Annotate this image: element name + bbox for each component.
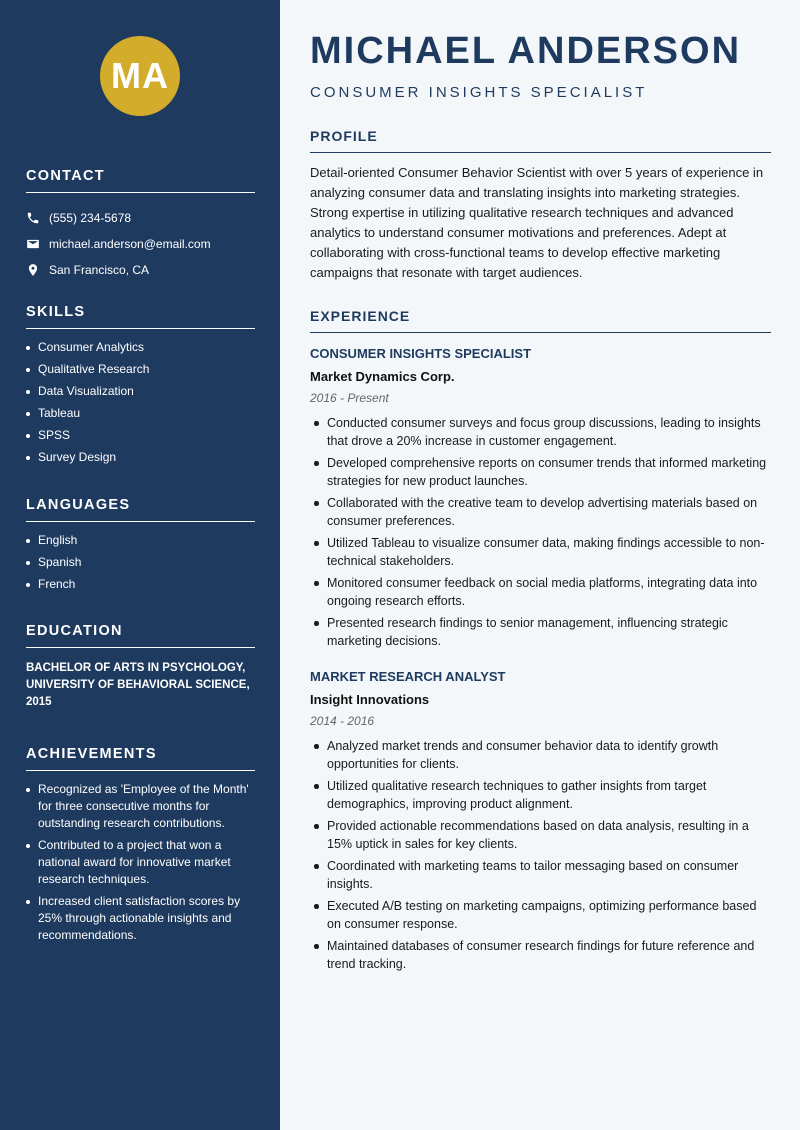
achievement-item: Contributed to a project that won a national award for innovative market research techniques. <box>38 837 255 888</box>
job-dates: 2016 - Present <box>310 391 389 405</box>
languages-list <box>26 532 255 593</box>
language-item: French <box>38 576 255 593</box>
education-section <box>26 623 255 711</box>
location-text: San Francisco, CA <box>49 263 150 277</box>
candidate-name: MICHAEL ANDERSON <box>310 30 742 72</box>
job-bullet: Monitored consumer feedback on social media platforms, integrating data into ongoing research efforts. <box>327 574 771 610</box>
job-bullet: Analyzed market trends and consumer behavior data to identify growth opportunities for clients. <box>327 737 771 773</box>
achievements-list <box>26 781 255 944</box>
contact-phone <box>26 205 255 231</box>
skill-item: SPSS <box>38 427 255 444</box>
candidate-title: CONSUMER INSIGHTS SPECIALIST <box>310 84 648 101</box>
phone-text: (555) 234-5678 <box>49 211 132 225</box>
experience-heading: EXPERIENCE <box>310 308 771 333</box>
job-bullet: Developed comprehensive reports on consumer trends that informed marketing strategies for new product launches. <box>327 454 771 490</box>
language-item: Spanish <box>38 554 255 571</box>
achievements-heading: ACHIEVEMENTS <box>26 746 255 771</box>
job-company: Insight Innovations <box>310 692 430 707</box>
mail-icon <box>26 237 40 251</box>
achievements-section <box>26 746 255 949</box>
job-bullet: Executed A/B testing on marketing campaigns, optimizing performance based on consumer response. <box>327 897 771 933</box>
contact-list <box>26 205 255 283</box>
location-pin-icon <box>26 263 40 277</box>
job-bullet: Coordinated with marketing teams to tailor messaging based on consumer insights. <box>327 857 771 893</box>
education-heading: EDUCATION <box>26 623 255 648</box>
job-dates: 2014 - 2016 <box>310 714 375 728</box>
skill-item: Data Visualization <box>38 383 255 400</box>
job-bullet: Collaborated with the creative team to develop advertising materials based on consumer preferences. <box>327 494 771 530</box>
skill-item: Consumer Analytics <box>38 339 255 356</box>
profile-heading: PROFILE <box>310 128 771 153</box>
job-bullet: Utilized qualitative research techniques to gather insights from target demographics, improving product alignment. <box>327 777 771 813</box>
achievement-item: Increased client satisfaction scores by 25% through actionable insights and recommendations. <box>38 893 255 944</box>
skills-section <box>26 304 255 471</box>
skill-item: Survey Design <box>38 449 255 466</box>
job-bullets <box>310 414 771 650</box>
contact-email <box>26 231 255 257</box>
languages-heading: LANGUAGES <box>26 497 255 522</box>
achievement-item: Recognized as 'Employee of the Month' for three consecutive months for outstanding research contributions. <box>38 781 255 832</box>
languages-section <box>26 497 255 598</box>
contact-heading: CONTACT <box>26 168 255 193</box>
job-bullet: Conducted consumer surveys and focus group discussions, leading to insights that drove a 20% increase in customer engagement. <box>327 414 771 450</box>
job-company: Market Dynamics Corp. <box>310 369 455 384</box>
education-entry: BACHELOR OF ARTS IN PSYCHOLOGY, UNIVERSITY OF BEHAVIORAL SCIENCE, 2015 <box>26 662 250 708</box>
skill-item: Qualitative Research <box>38 361 255 378</box>
email-text: michael.anderson@email.com <box>49 237 211 251</box>
skill-item: Tableau <box>38 405 255 422</box>
job-bullet: Provided actionable recommendations based on data analysis, resulting in a 15% uptick in sales for key clients. <box>327 817 771 853</box>
job-bullets <box>310 737 771 973</box>
language-item: English <box>38 532 255 549</box>
contact-location <box>26 257 255 283</box>
avatar-initials: MA <box>100 36 180 116</box>
sidebar <box>0 0 280 1130</box>
job-entry <box>310 669 771 977</box>
job-bullet: Presented research findings to senior management, influencing strategic marketing decisions. <box>327 614 771 650</box>
job-title: CONSUMER INSIGHTS SPECIALIST <box>310 346 532 361</box>
contact-section <box>26 168 255 283</box>
phone-icon <box>26 211 40 225</box>
skills-list <box>26 339 255 466</box>
skills-heading: SKILLS <box>26 304 255 329</box>
job-bullet: Utilized Tableau to visualize consumer data, making findings accessible to non-technical stakeholders. <box>327 534 771 570</box>
job-entry <box>310 346 771 654</box>
profile-text: Detail-oriented Consumer Behavior Scientist with over 5 years of experience in analyzing consumer data and translating insights into marketing strategies. Strong expertise in utilizing qualitative research techniques and advanced analytics to understand consumer motivations and preferences. Adept at collaborating with cross-functional teams to develop effective marketing campaigns that resonate with target audiences. <box>310 165 764 280</box>
job-title: MARKET RESEARCH ANALYST <box>310 669 506 684</box>
job-bullet: Maintained databases of consumer research findings for future reference and trend tracking. <box>327 937 771 973</box>
